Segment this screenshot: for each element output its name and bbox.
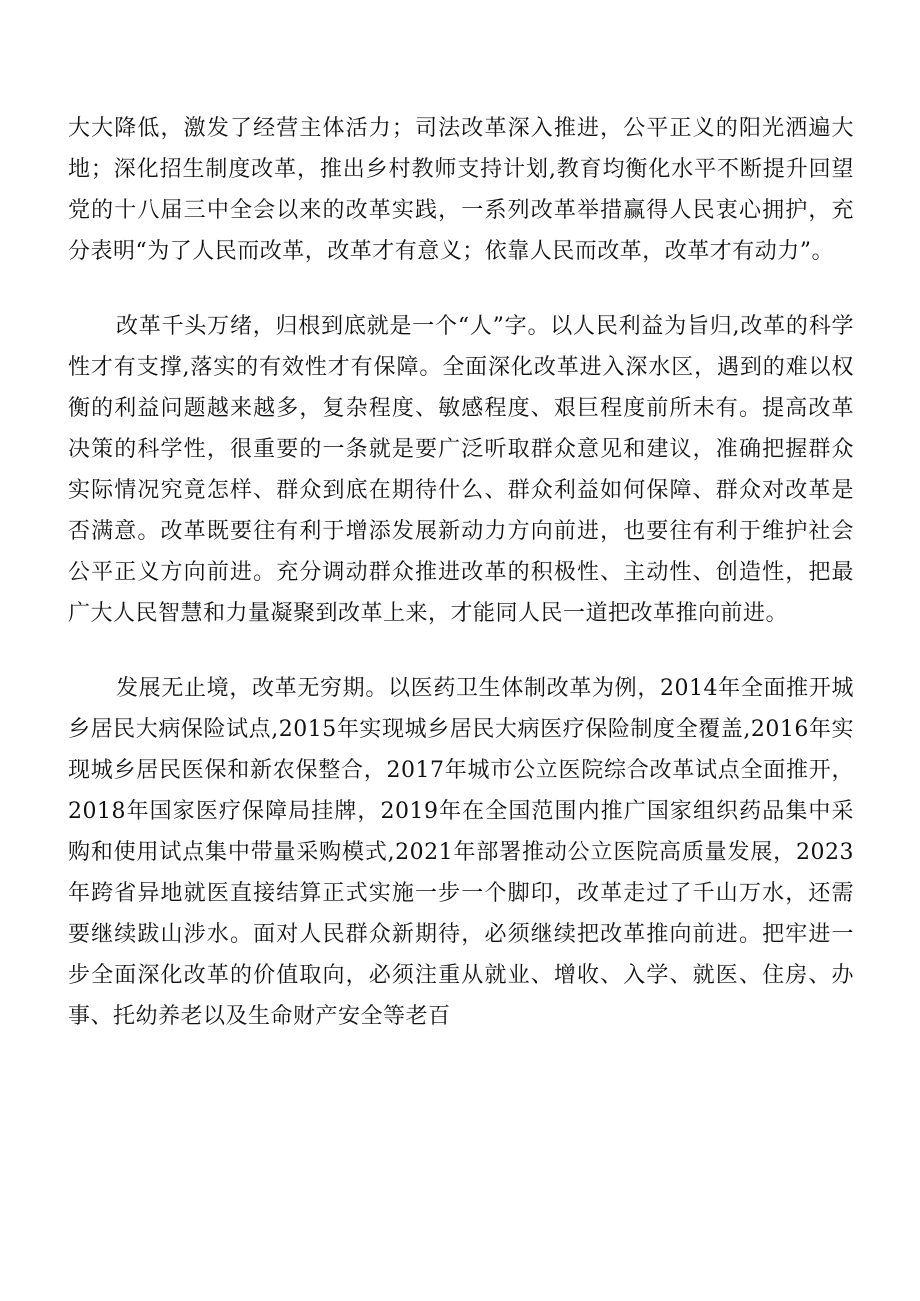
paragraph-1: 大大降低，激发了经营主体活力；司法改革深入推进，公平正义的阳光洒遍大地；深化招生制度改革，推出乡村教师支持计划,教育均衡化水平不断提升回望党的十八届三中全会以来的改革实践，一系列改革举措赢得人民衷心拥护，充分表明“为了人民而改革，改革才有意义；依靠人民而改革，改革才有动力”。: [68, 116, 854, 264]
paragraph-3: 发展无止境，改革无穷期。以医药卫生体制改革为例，2014年全面推开城乡居民大病保险试点,2015年实现城乡居民大病医疗保险制度全覆盖,2016年实现城乡居民医保和新农保整合，2017年城市公立医院综合改革试点全面推开，2018年国家医疗保障局挂牌，2019年在全国范围内推广国家组织药品集中采购和使用试点集中带量采购模式,2021年部署推动公立医院高质量发展，2023年跨省异地就医直接结算正式实施一步一个脚印，改革走过了千山万水，还需要继续跋山涉水。面对人民群众新期待，必须继续把改革推向前进。把牢进一步全面深化改革的价值取向，必须注重从就业、增收、入学、就医、住房、办事、托幼养老以及生命财产安全等老百: [68, 676, 854, 1029]
paragraph-2: 改革千头万绪，归根到底就是一个“人”字。以人民利益为旨归,改革的科学性才有支撑,落实的有效性才有保障。全面深化改革进入深水区，遇到的难以权衡的利益问题越来越多，复杂程度、敏感程度、艰巨程度前所未有。提高改革决策的科学性，很重要的一条就是要广泛听取群众意见和建议，准确把握群众实际情况究竟怎样、群众到底在期待什么、群众利益如何保障、群众对改革是否满意。改革既要往有利于增添发展新动力方向前进，也要往有利于维护社会公平正义方向前进。充分调动群众推进改革的积极性、主动性、创造性，把最广大人民智慧和力量凝聚到改革上来，才能同人民一道把改革推向前进。: [68, 314, 854, 626]
article-body: [68, 108, 854, 1071]
